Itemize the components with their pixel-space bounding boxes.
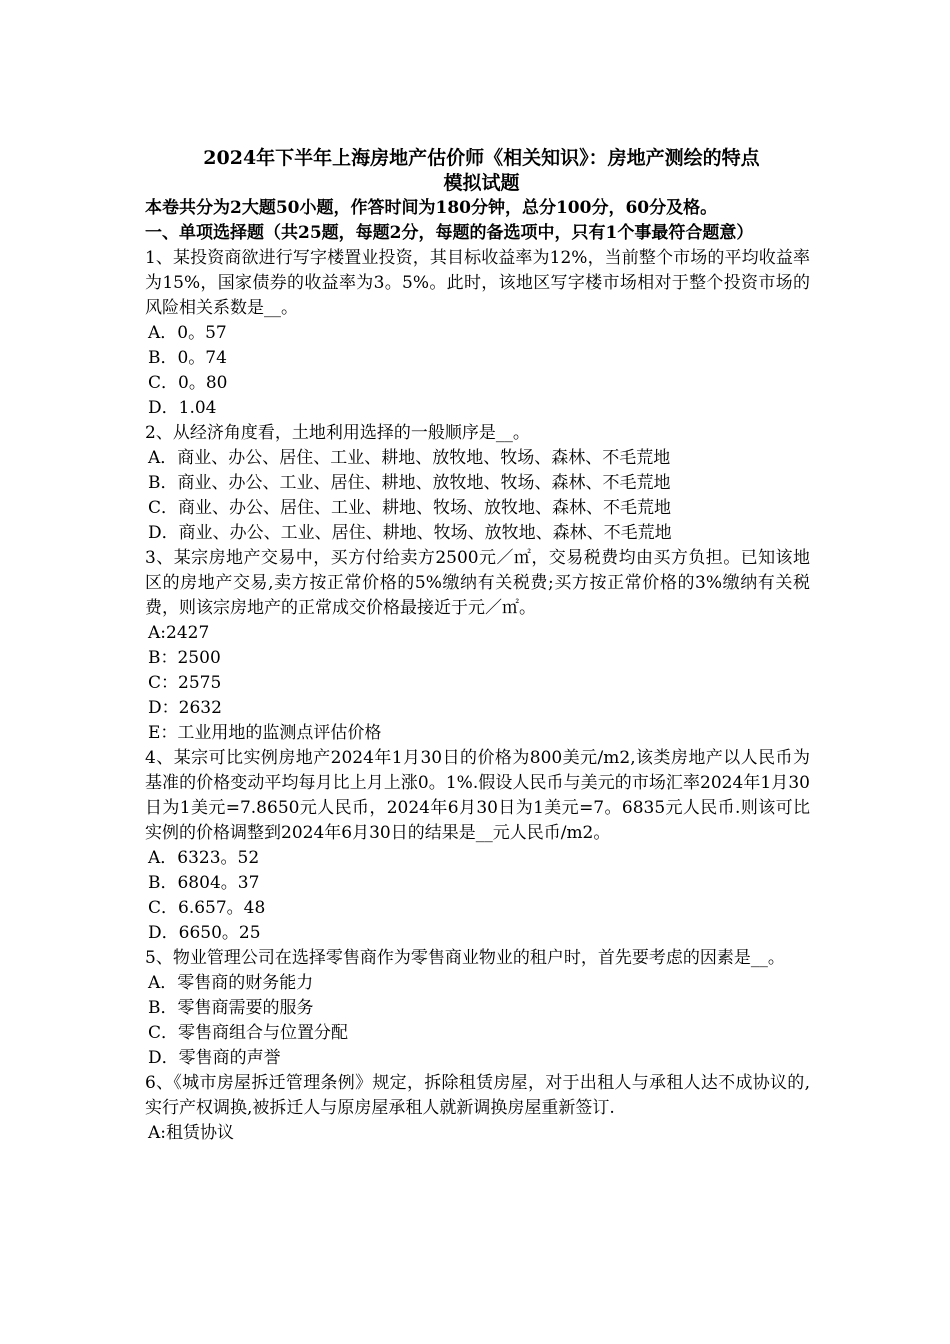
answer-option: B．0。74 <box>148 348 227 368</box>
document-body <box>145 146 810 1146</box>
answer-option: A．商业、办公、居住、工业、耕地、放牧地、牧场、森林、不毛荒地 <box>148 448 671 468</box>
answer-option: C．0。80 <box>148 373 228 393</box>
title-line-1: 2024年下半年上海房地产估价师《相关知识》：房地产测绘的特点 <box>203 147 760 169</box>
question-text: 3、某宗房地产交易中，买方付给卖方2500元／㎡，交易税费均由买方负担。已知该地区的房地产交易,卖方按正常价格的5%缴纳有关税费;买方按正常价格的3%缴纳有关税费，则该宗房地产的正常成交价格最接近于元／㎡。 <box>145 548 810 618</box>
answer-option: A．零售商的财务能力 <box>148 973 314 993</box>
question-text: 6、《城市房屋拆迁管理条例》规定，拆除租赁房屋，对于出租人与承租人达不成协议的,实行产权调换,被拆迁人与原房屋承租人就新调换房屋重新签订. <box>145 1073 810 1118</box>
question-text: 2、从经济角度看，土地利用选择的一般顺序是__。 <box>145 423 530 443</box>
answer-option: B．6804。37 <box>148 873 260 893</box>
answer-option: A:租赁协议 <box>148 1123 235 1143</box>
answer-option: C：2575 <box>148 673 222 693</box>
answer-option: C．商业、办公、居住、工业、耕地、牧场、放牧地、森林、不毛荒地 <box>148 498 672 518</box>
question-list <box>145 246 810 1146</box>
question-text: 4、某宗可比实例房地产2024年1月30日的价格为800美元/m2,该类房地产以人民币为基准的价格变动平均每月比上月上涨0。1%.假设人民币与美元的市场汇率2024年1月30日为1美元=7.8650元人民币，2024年6月30日为1美元=7。6835元人民币.则该可比实例的价格调整到2024年6月30日的结果是__元人民币/m2。 <box>145 748 810 843</box>
answer-option: B．商业、办公、工业、居住、耕地、放牧地、牧场、森林、不毛荒地 <box>148 473 671 493</box>
answer-option: D．6650。25 <box>148 923 261 943</box>
question-text: 5、物业管理公司在选择零售商作为零售商业物业的租户时，首先要考虑的因素是__。 <box>145 948 785 968</box>
question-text: 1、某投资商欲进行写字楼置业投资，其目标收益率为12%，当前整个市场的平均收益率为15%，国家债券的收益率为3。5%。此时，该地区写字楼市场相对于整个投资市场的风险相关系数是__。 <box>145 248 810 318</box>
section-heading: 一、单项选择题（共25题，每题2分，每题的备选项中，只有1个事最符合题意） <box>145 223 754 243</box>
answer-option: E：工业用地的监测点评估价格 <box>148 723 382 743</box>
answer-option: D：2632 <box>148 698 222 718</box>
answer-option: D．零售商的声誉 <box>148 1048 281 1068</box>
answer-option: A．0。57 <box>148 323 227 343</box>
answer-option: A:2427 <box>148 623 210 643</box>
title-line-2: 模拟试题 <box>443 172 520 194</box>
answer-option: C．6.657。48 <box>148 898 266 918</box>
answer-option: A．6323。52 <box>148 848 260 868</box>
answer-option: C．零售商组合与位置分配 <box>148 1023 349 1043</box>
answer-option: D．商业、办公、工业、居住、耕地、牧场、放牧地、森林、不毛荒地 <box>148 523 672 543</box>
exam-intro: 本卷共分为2大题50小题，作答时间为180分钟，总分100分，60分及格。 <box>145 198 718 218</box>
answer-option: B：2500 <box>148 648 221 668</box>
answer-option: B．零售商需要的服务 <box>148 998 314 1018</box>
answer-option: D．1.04 <box>148 398 217 418</box>
document-title <box>145 146 810 196</box>
